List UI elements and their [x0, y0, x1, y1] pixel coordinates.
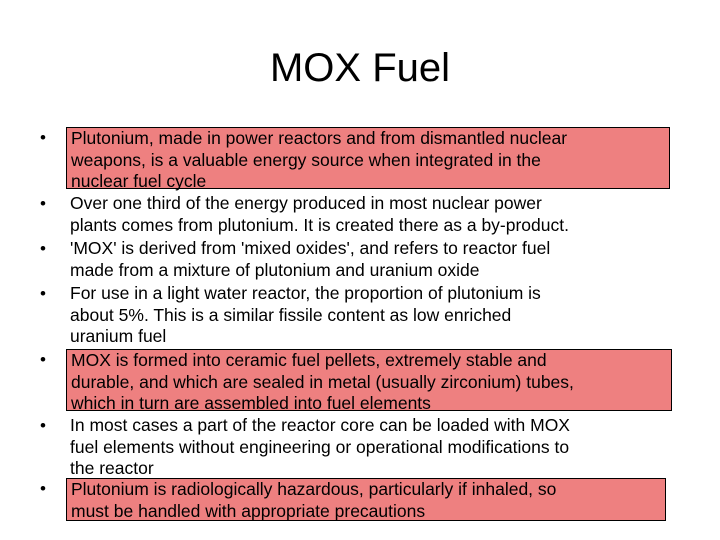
bullet-text	[66, 415, 680, 480]
bullet-marker: •	[40, 416, 46, 435]
bullet-item	[40, 283, 680, 349]
bullet-marker: •	[40, 194, 46, 213]
bullet-line: weapons, is a valuable energy source when integrated in the	[71, 149, 541, 170]
bullet-text	[66, 238, 680, 281]
bullet-text	[66, 349, 672, 411]
bullet-line: must be handled with appropriate precautions	[71, 500, 426, 521]
bullet-marker: •	[40, 284, 46, 303]
bullet-line: uranium fuel	[70, 326, 167, 346]
bullet-line: For use in a light water reactor, the proportion of plutonium is	[70, 283, 541, 303]
bullet-line: Plutonium, made in power reactors and from dismantled nuclear	[71, 128, 568, 148]
bullet-marker: •	[40, 239, 46, 258]
bullet-item	[40, 415, 680, 481]
bullet-marker: •	[40, 479, 46, 498]
bullet-text	[66, 283, 680, 348]
bullet-text	[66, 193, 680, 236]
bullet-text	[66, 127, 670, 189]
bullet-line: Plutonium is radiologically hazardous, particularly if inhaled, so	[71, 479, 557, 499]
bullet-line: 'MOX' is derived from 'mixed oxides', and refers to reactor fuel	[70, 238, 551, 258]
bullet-line: the reactor	[70, 458, 154, 478]
bullet-marker: •	[40, 128, 46, 147]
bullet-line: In most cases a part of the reactor core can be loaded with MOX	[70, 415, 570, 435]
bullet-line: about 5%. This is a similar fissile content as low enriched	[70, 304, 512, 325]
bullet-item	[40, 127, 680, 192]
bullet-item	[40, 238, 680, 282]
bullet-line: plants comes from plutonium. It is created there as a by-product.	[70, 214, 569, 235]
bullet-line: which in turn are assembled into fuel elements	[71, 393, 431, 413]
bullet-line: durable, and which are sealed in metal (usually zirconium) tubes,	[71, 371, 574, 392]
bullet-line: made from a mixture of plutonium and uranium oxide	[70, 259, 480, 280]
bullet-line: MOX is formed into ceramic fuel pellets, extremely stable and	[71, 350, 547, 370]
bullet-item	[40, 478, 680, 522]
bullet-item	[40, 193, 680, 237]
bullet-line: Over one third of the energy produced in most nuclear power	[70, 193, 542, 213]
bullet-text	[66, 478, 666, 521]
bullet-marker: •	[40, 350, 46, 369]
bullet-item	[40, 349, 680, 415]
slide-title: MOX Fuel	[269, 46, 451, 90]
bullet-line: fuel elements without engineering or operational modifications to	[70, 436, 570, 457]
bullet-line: nuclear fuel cycle	[71, 171, 207, 191]
